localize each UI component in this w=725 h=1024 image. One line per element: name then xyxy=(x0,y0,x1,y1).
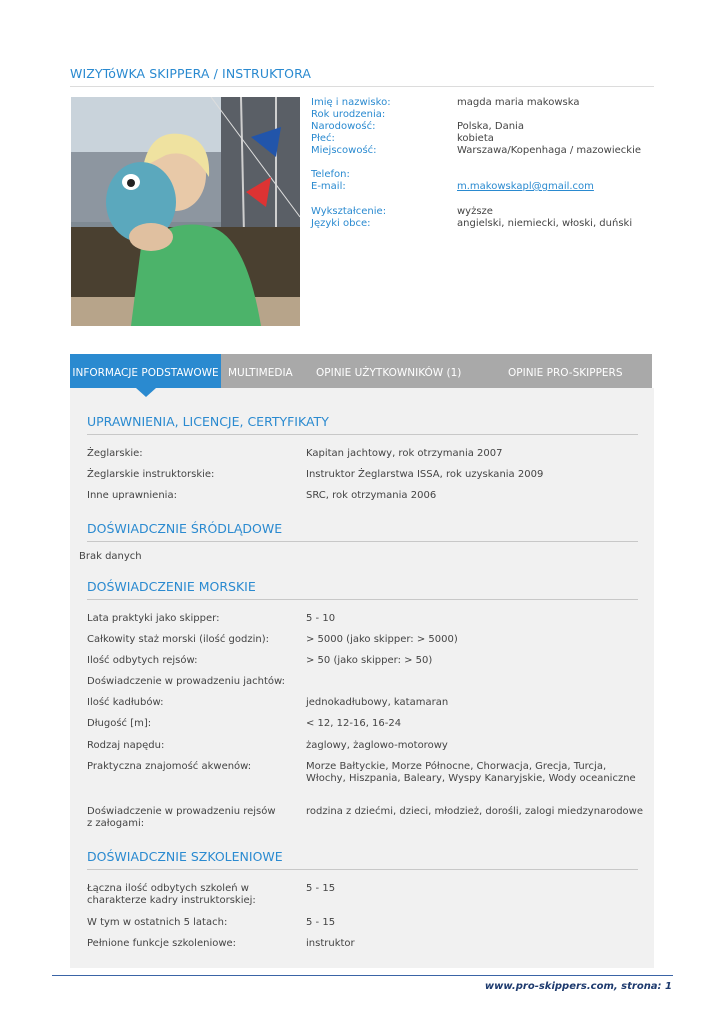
no-data-text: Brak danych xyxy=(79,551,142,562)
tab-basic-info[interactable]: INFORMACJE PODSTAWOWE xyxy=(70,354,221,388)
section-divider xyxy=(87,869,638,870)
section-title-licenses: UPRAWNIENIA, LICENCJE, CERTYFIKATY xyxy=(87,414,329,429)
profile-label: Imię i nazwisko: xyxy=(311,97,391,108)
row-value: jednokadłubowy, katamaran xyxy=(306,697,449,708)
row-value: > 5000 (jako skipper: > 5000) xyxy=(306,634,458,645)
section-title-training: DOŚWIADCZNIE SZKOLENIOWE xyxy=(87,849,283,864)
profile-label: Wykształcenie: xyxy=(311,206,387,217)
row-label: Doświadczenie w prowadzeniu jachtów: xyxy=(87,676,285,687)
profile-value: kobieta xyxy=(457,133,494,144)
row-label: Żeglarskie: xyxy=(87,448,143,459)
row-value: < 12, 12-16, 16-24 xyxy=(306,718,402,729)
row-label: Doświadczenie w prowadzeniu rejsów z załogami: xyxy=(87,806,276,829)
profile-label: E-mail: xyxy=(311,181,346,192)
row-value: Morze Bałtyckie, Morze Północne, Chorwacja, Grecja, Turcja, Włochy, Hiszpania, Baleary, Wyspy Kanaryjskie, Wody oceaniczne xyxy=(306,761,636,784)
active-tab-indicator xyxy=(136,388,156,397)
row-label: Żeglarskie instruktorskie: xyxy=(87,469,215,480)
row-label: Inne uprawnienia: xyxy=(87,490,177,501)
profile-value: wyższe xyxy=(457,206,493,217)
profile-photo xyxy=(71,97,300,326)
profile-value: Warszawa/Kopenhaga / mazowieckie xyxy=(457,145,641,156)
section-title-inland: DOŚWIADCZNIE ŚRÓDLĄDOWE xyxy=(87,521,283,536)
row-label: Lata praktyki jako skipper: xyxy=(87,613,220,624)
row-label: Rodzaj napędu: xyxy=(87,740,165,751)
row-label: Długość [m]: xyxy=(87,718,152,729)
row-label: Ilość kadłubów: xyxy=(87,697,164,708)
row-value: żaglowy, żaglowo-motorowy xyxy=(306,740,448,751)
row-value: rodzina z dziećmi, dzieci, młodzież, dorośli, zalogi miedzynarodowe xyxy=(306,806,643,817)
tab-user-reviews[interactable]: OPINIE UŻYTKOWNIKÓW (1) xyxy=(316,367,462,379)
row-value: SRC, rok otrzymania 2006 xyxy=(306,490,437,501)
row-label: Pełnione funkcje szkoleniowe: xyxy=(87,938,237,949)
row-value: 5 - 15 xyxy=(306,883,336,894)
row-label: W tym w ostatnich 5 latach: xyxy=(87,917,228,928)
profile-label: Telefon: xyxy=(311,169,350,180)
row-label: Łączna ilość odbytych szkoleń w charakterze kadry instruktorskiej: xyxy=(87,883,256,906)
section-title-sea: DOŚWIADCZENIE MORSKIE xyxy=(87,579,256,594)
profile-label: Płeć: xyxy=(311,133,335,144)
profile-label: Narodowość: xyxy=(311,121,376,132)
row-value: instruktor xyxy=(306,938,355,949)
section-divider xyxy=(87,541,638,542)
tab-multimedia[interactable]: MULTIMEDIA xyxy=(228,367,293,379)
profile-value: Polska, Dania xyxy=(457,121,524,132)
profile-value: magda maria makowska xyxy=(457,97,580,108)
row-value: Instruktor Żeglarstwa ISSA, rok uzyskania 2009 xyxy=(306,469,544,480)
tab-pro-skippers-reviews[interactable]: OPINIE PRO-SKIPPERS xyxy=(508,367,623,379)
section-divider xyxy=(87,599,638,600)
email-link[interactable]: m.makowskapl@gmail.com xyxy=(457,181,594,192)
section-divider xyxy=(87,434,638,435)
footer-text: www.pro-skippers.com, strona: 1 xyxy=(484,981,672,992)
tab-bar xyxy=(70,354,652,388)
row-label: Praktyczna znajomość akwenów: xyxy=(87,761,252,772)
profile-label: Miejscowość: xyxy=(311,145,377,156)
row-value: 5 - 15 xyxy=(306,917,336,928)
row-value: > 50 (jako skipper: > 50) xyxy=(306,655,433,666)
row-value: Kapitan jachtowy, rok otrzymania 2007 xyxy=(306,448,503,459)
profile-value: angielski, niemiecki, włoski, duński xyxy=(457,218,633,229)
profile-label: Rok urodzenia: xyxy=(311,109,386,120)
footer-divider xyxy=(52,975,673,976)
title-divider xyxy=(70,86,654,87)
profile-label: Języki obce: xyxy=(311,218,371,229)
row-label: Ilość odbytych rejsów: xyxy=(87,655,198,666)
page-title: WIZYTóWKA SKIPPERA / INSTRUKTORA xyxy=(70,66,312,81)
row-value: 5 - 10 xyxy=(306,613,336,624)
row-label: Całkowity staż morski (ilość godzin): xyxy=(87,634,270,645)
